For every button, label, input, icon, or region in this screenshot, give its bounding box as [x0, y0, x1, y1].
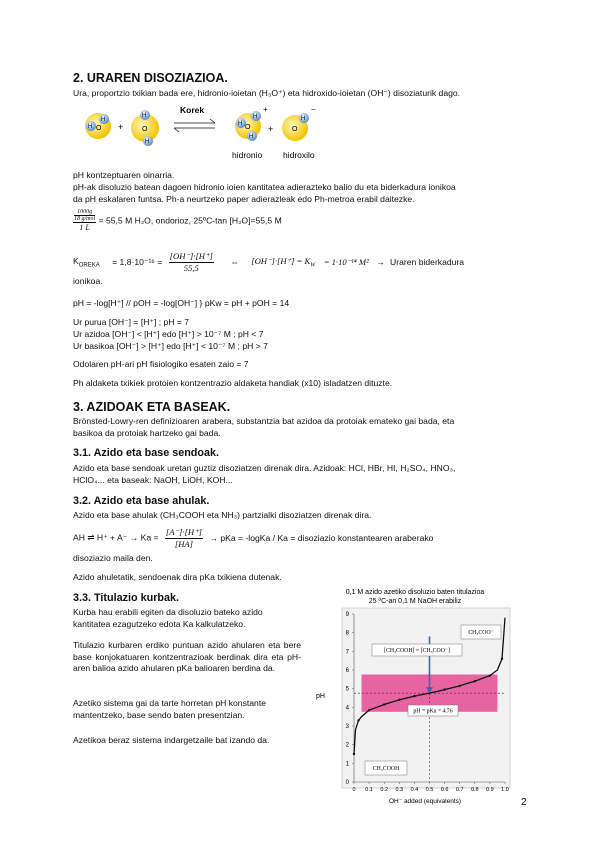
s32-title: 3.2. Azido eta base ahulak. — [73, 495, 210, 507]
section-2-title: 2. URAREN DISOZIAZIOA. — [73, 71, 228, 85]
korek-equation: $K_{OREKA} = 1,8\cdot 10^{-16}$ = $\frac{[OH^-]\cdot[H^+]}{55,5}$ ⇔ $[OH^-]\cdot[H^+] = K_W = 1\cdot 10^{-14}$ M² → Uraren biderkadura — [73, 251, 465, 273]
y-tick-label: 6 — [345, 668, 349, 674]
water-dissociation-diagram — [80, 102, 340, 162]
ph-change-note: Ph aldaketa txikiek protoien kontzentrazio aldaketa handiak (x10) isladatzen dituzte. — [73, 378, 393, 388]
svg-text:H: H — [301, 116, 306, 122]
titration-p1: Kurba hau erabili egiten da disoluzio bateko azido kantitatea ezagutzeko edota Ka kalkulatzeko. — [73, 607, 263, 629]
s31-line2: HClO₄... eta baseak: NaOH, LiOH, KOH... — [73, 475, 233, 485]
chart-title-line1: 0,1 M azido azetiko disoluzio baten titulazioa — [345, 589, 485, 596]
annotation-equal: [CH₃COOH] = [CH₃COO⁻] — [384, 648, 450, 655]
blood-ph: Odolaren pH-ari pH fisiologiko esaten zaio = 7 — [73, 359, 249, 369]
svg-text:H: H — [253, 114, 258, 120]
acidic-water: Ur azidoa [OH⁻] < [H⁺] edo [H⁺] > 10⁻⁷ M ; pH < 7 — [73, 329, 264, 339]
water-molecule-2 — [131, 110, 159, 146]
hidronio-label: hidronio — [232, 150, 263, 160]
chart-title-line2: 25 ºC-an 0,1 M NaOH erabiliz — [368, 598, 462, 605]
svg-text:H: H — [145, 139, 150, 145]
data-point — [357, 719, 359, 721]
titration-p4: Azetikoa beraz sistema indargetzaile bat izando da. — [73, 735, 270, 745]
x-tick-label: 1.0 — [501, 787, 509, 793]
s2-intro: Ura, proportzio txikian bada ere, hidronio-ioietan (H₃O⁺) eta hidroxido-ioietan (OH⁻) disoziaturik dago. — [73, 88, 461, 98]
ph-formulas: pH = -log[H⁺] // pOH = -log[OH⁻] } pKw = pH + pOH = 14 — [73, 298, 290, 308]
water-molecule-1 — [85, 113, 111, 139]
section-3-title: 3. AZIDOAK ETA BASEAK. — [73, 400, 231, 414]
svg-text:O: O — [96, 125, 102, 132]
x-tick-label: 0.7 — [455, 787, 464, 793]
data-point — [368, 709, 370, 711]
x-tick-label: 0.3 — [395, 787, 404, 793]
y-tick-label: 8 — [345, 630, 349, 637]
page-number: 2 — [521, 797, 527, 808]
ph-def-line1: pH-ak disoluzio batean dagoen hidronio ioien kantitatea adierazteko balio du eta biderkadura ionikoa — [73, 182, 456, 192]
titration-p3: Azetiko sistema gai da tarte horretan pH konstante mantentzeko, base sendo baten presentzian. — [73, 698, 266, 720]
s33-title: 3.3. Titulazio kurbak. — [73, 592, 180, 604]
y-tick-label: 7 — [345, 649, 349, 656]
svg-text:+: + — [118, 122, 124, 132]
data-point — [489, 674, 491, 676]
ph-def-line2: da pH eskalaren funtsa. Ph-a neurtzeko paper adierazleak edo Ph-metroa erabil daitezke. — [73, 194, 415, 204]
s3-line1: Brönsted-Lowry-ren definizioaren arabera, substantzia bat azidoa da protoiak emateko gai bada, eta — [73, 416, 455, 426]
chart-ylabel: pH — [316, 693, 325, 700]
data-point — [383, 703, 385, 705]
weak-acid-note: Azido ahuletatik, sendoenak dira pKa txikiena dutenak. — [73, 572, 282, 582]
svg-text:H: H — [142, 113, 147, 119]
y-tick-label: 4 — [345, 705, 349, 712]
ph-concept: pH kontzeptuaren oinarria. — [73, 170, 175, 180]
annotation-acetic-acid: CH₃COOH — [372, 766, 400, 773]
hydroxide-molecule — [282, 105, 316, 141]
y-tick-label: 9 — [345, 612, 349, 618]
svg-text:H: H — [101, 117, 106, 123]
x-tick-label: 0 — [352, 787, 356, 793]
data-point — [443, 688, 445, 690]
data-point — [501, 658, 503, 660]
kw-text-line2: ionikoa. — [73, 276, 103, 286]
basic-water: Ur basikoa [OH⁻] > [H⁺] edo [H⁺] < 10⁻⁷ M ; pH > 7 — [73, 341, 268, 351]
s31-line1: Azido eta base sendoak uretan guztiz disoziatzen direnak dira. Azidoak: HCl, HBr, HI, H₂SO₄, HNO₃, — [73, 463, 456, 473]
annotation-acetate: CH₃COO⁻ — [468, 630, 494, 637]
svg-text:H: H — [88, 124, 93, 130]
x-tick-label: 0.1 — [365, 787, 373, 793]
svg-text:O: O — [292, 126, 298, 133]
molarity-formula: $\frac{\frac{1000g}{\text{18 g/mol}}}{1 L}$ = 55,5 M H₂O, ondorioz, 25ºC-tan [H₂O]=55,5 M — [74, 209, 282, 232]
s31-title: 3.1. Azido eta base sendoak. — [73, 447, 220, 459]
y-tick-label: 3 — [345, 724, 349, 730]
x-tick-label: 0.8 — [470, 787, 479, 793]
ka-tail: disoziazio maila den. — [73, 553, 153, 563]
korek-label: Korek — [180, 105, 205, 115]
hydronium-molecule — [235, 105, 268, 141]
y-tick-label: 1 — [345, 761, 349, 768]
data-point — [459, 685, 461, 687]
data-point — [474, 680, 476, 682]
svg-text:H: H — [238, 121, 243, 127]
svg-text:H: H — [249, 134, 254, 140]
pure-water: Ur purua [OH⁻] = [H⁺] ; pH = 7 — [73, 317, 190, 327]
y-tick-label: 0 — [345, 780, 349, 786]
annotation-pka: pH = pKa = 4.76 — [413, 708, 453, 715]
hidroxilo-label: hidroxilo — [283, 150, 315, 160]
data-point — [353, 753, 355, 755]
svg-text:+: + — [263, 105, 268, 114]
s32-line1: Azido eta base ahulak (CH₃COOH eta NH₃) partzialki disoziatzen direnak dira. — [73, 510, 372, 520]
y-tick-label: 5 — [345, 686, 349, 693]
svg-text:O: O — [142, 126, 148, 133]
data-point — [398, 699, 400, 701]
svg-text:O: O — [245, 124, 251, 131]
x-tick-label: 0.9 — [486, 787, 494, 793]
svg-text:−: − — [311, 105, 316, 114]
titration-p2: Titulazio kurbaren erdiko puntuan azido ahularen eta bere base konjokatuaren kontzentrazioak berdinak dira eta pH-aren balioa azido ahularen pKa balioaren berdina da. — [73, 640, 301, 673]
x-tick-label: 0.2 — [380, 787, 389, 793]
chart-xlabel: OH⁻ added (equivalents) — [388, 798, 462, 805]
titration-chart — [310, 586, 520, 806]
data-point — [413, 695, 415, 697]
s3-line2: basikoa da protoiak hartzeko gai bada. — [73, 428, 221, 438]
x-tick-label: 0.6 — [440, 787, 449, 793]
ka-equation: AH ⇌ H⁺ + A⁻ → Ka = $\frac{[A^-]\cdot[H^+]}{[HA]}$ → pKa = -logKa / Ka = disoziazio konstantearen araberako — [73, 527, 434, 549]
svg-text:+: + — [268, 124, 274, 134]
y-tick-label: 2 — [345, 742, 349, 749]
x-tick-label: 0.5 — [425, 787, 434, 793]
x-tick-label: 0.4 — [410, 787, 419, 793]
